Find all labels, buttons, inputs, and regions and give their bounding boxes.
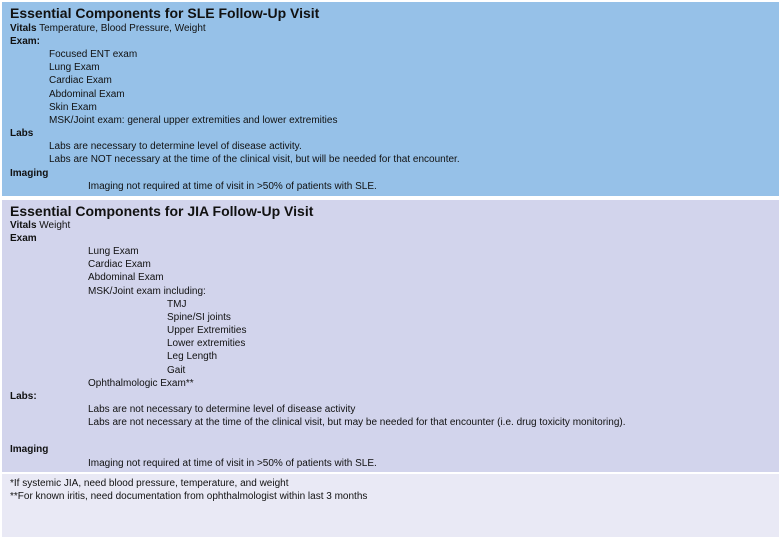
- sle-labs-item: Labs are necessary to determine level of disease activity.: [49, 141, 302, 152]
- jia-msk-item: Gait: [167, 365, 186, 376]
- jia-msk-item: Upper Extremities: [167, 325, 247, 336]
- jia-ophtho-exam: Ophthalmologic Exam**: [88, 378, 194, 389]
- sle-labs-label: Labs: [10, 128, 34, 139]
- sle-vitals-label: Vitals: [10, 23, 37, 34]
- sle-vitals-line: [10, 23, 206, 35]
- jia-vitals-text: Weight: [39, 220, 71, 231]
- jia-title: Essential Components for JIA Follow-Up Visit: [10, 203, 314, 219]
- jia-exam-item: Lung Exam: [88, 246, 139, 257]
- footnote: **For known iritis, need documentation from ophthalmologist within last 3 months: [10, 491, 368, 502]
- jia-msk-item: Leg Length: [167, 351, 218, 362]
- jia-exam-item: MSK/Joint exam including:: [88, 286, 206, 297]
- jia-labs-item: Labs are not necessary to determine level of disease activity: [88, 404, 356, 415]
- footnotes-panel: [2, 474, 779, 537]
- sle-title: Essential Components for SLE Follow-Up Visit: [10, 5, 320, 21]
- jia-exam-item: Abdominal Exam: [88, 272, 164, 283]
- jia-msk-item: Spine/SI joints: [167, 312, 231, 323]
- sle-exam-item: Skin Exam: [49, 102, 97, 113]
- jia-panel: [2, 200, 779, 472]
- jia-imaging-text: Imaging not required at time of visit in >50% of patients with SLE.: [88, 458, 377, 469]
- sle-panel: [2, 2, 779, 196]
- jia-exam-item: Cardiac Exam: [88, 259, 151, 270]
- sle-exam-label: Exam:: [10, 36, 41, 47]
- jia-exam-label: Exam: [10, 233, 37, 244]
- sle-labs-item: Labs are NOT necessary at the time of the clinical visit, but will be needed for that encounter.: [49, 154, 460, 165]
- jia-imaging-label: Imaging: [10, 444, 49, 455]
- jia-labs-item: Labs are not necessary at the time of the clinical visit, but may be needed for that encounter (i.e. drug toxicity monitoring).: [88, 417, 626, 428]
- jia-msk-item: TMJ: [167, 299, 187, 310]
- sle-vitals-text: Temperature, Blood Pressure, Weight: [39, 23, 206, 34]
- jia-vitals-line: [10, 220, 70, 232]
- jia-msk-item: Lower extremities: [167, 338, 246, 349]
- sle-exam-item: Cardiac Exam: [49, 75, 112, 86]
- sle-exam-item: Abdominal Exam: [49, 89, 125, 100]
- sle-exam-item: Lung Exam: [49, 62, 100, 73]
- jia-labs-label: Labs:: [10, 391, 37, 402]
- sle-imaging-label: Imaging: [10, 168, 49, 179]
- sle-exam-item: Focused ENT exam: [49, 49, 138, 60]
- footnote: *If systemic JIA, need blood pressure, temperature, and weight: [10, 478, 289, 489]
- jia-vitals-label: Vitals: [10, 220, 37, 231]
- sle-imaging-text: Imaging not required at time of visit in >50% of patients with SLE.: [88, 181, 377, 192]
- sle-exam-item: MSK/Joint exam: general upper extremities and lower extremities: [49, 115, 338, 126]
